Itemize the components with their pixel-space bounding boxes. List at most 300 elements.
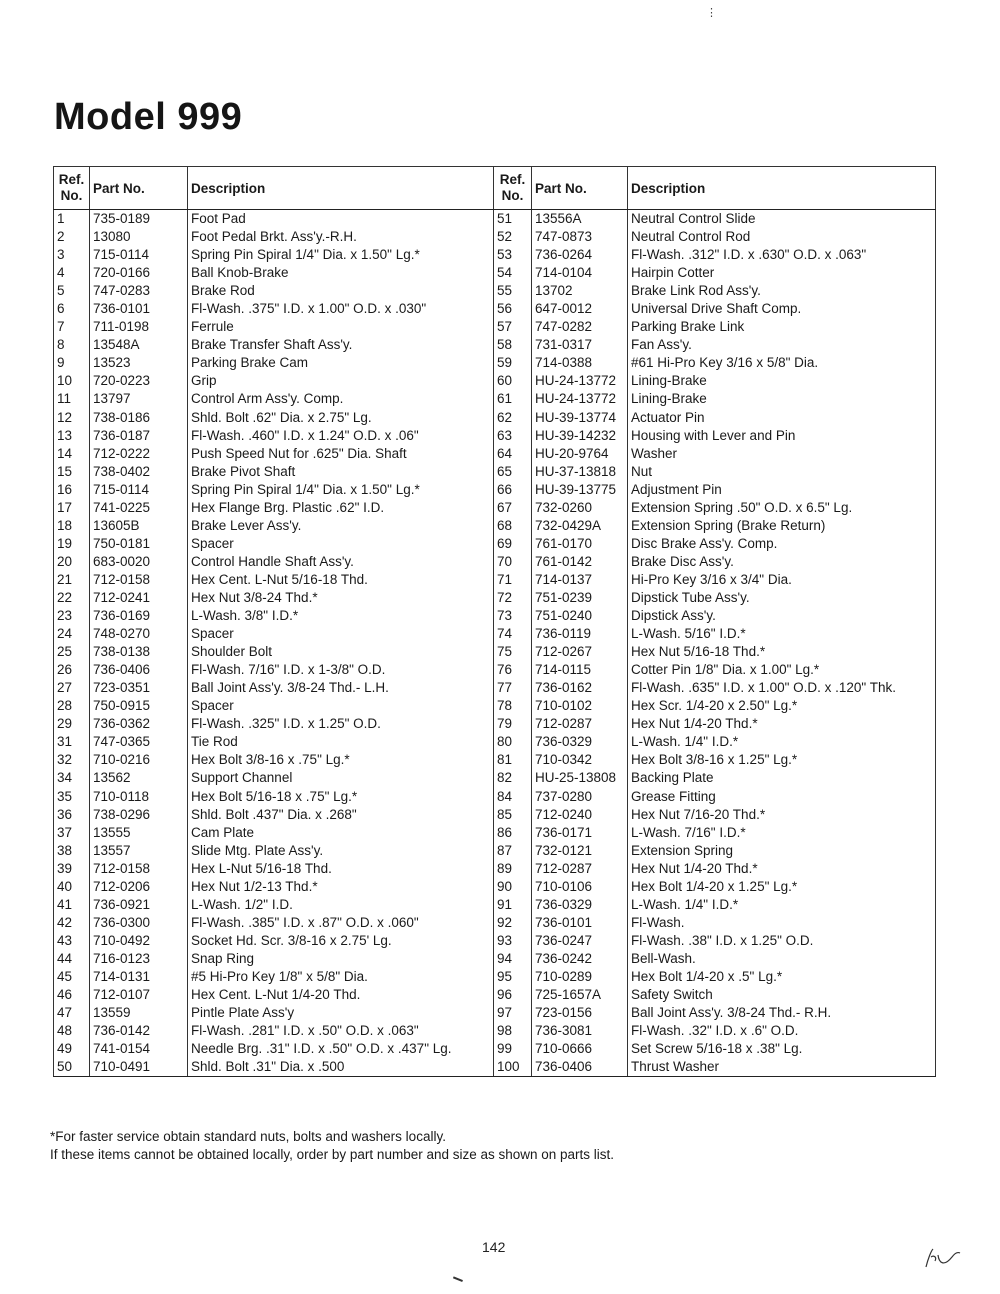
part-no-cell: 736-3081 xyxy=(532,1022,628,1040)
footnote-line: If these items cannot be obtained locally, order by part number and size as shown on parts list. xyxy=(50,1147,615,1162)
description-cell: Thrust Washer xyxy=(628,1058,936,1077)
description-cell: Grease Fitting xyxy=(628,788,936,806)
ref-no-cell: 19 xyxy=(54,535,90,553)
description-cell: Extension Spring (Brake Return) xyxy=(628,517,936,535)
description-cell: L-Wash. 1/4" I.D.* xyxy=(628,896,936,914)
description-cell: Hex Bolt 3/8-16 x 1.25" Lg.* xyxy=(628,751,936,769)
ref-no-cell: 36 xyxy=(54,806,90,824)
part-no-cell: 714-0388 xyxy=(532,354,628,372)
table-row xyxy=(54,390,936,408)
ref-no-cell: 47 xyxy=(54,1004,90,1022)
part-no-cell: 761-0142 xyxy=(532,553,628,571)
description-cell: Hi-Pro Key 3/16 x 3/4" Dia. xyxy=(628,571,936,589)
description-cell: Actuator Pin xyxy=(628,409,936,427)
ref-no-cell: 18 xyxy=(54,517,90,535)
table-row xyxy=(54,445,936,463)
ref-no-cell: 84 xyxy=(494,788,532,806)
ref-no-cell: 89 xyxy=(494,860,532,878)
table-row xyxy=(54,932,936,950)
description-cell: Needle Brg. .31" I.D. x .50" O.D. x .437" Lg. xyxy=(188,1040,494,1058)
part-no-cell: 736-0101 xyxy=(532,914,628,932)
part-no-cell: 736-0187 xyxy=(90,427,188,445)
ref-no-cell: 92 xyxy=(494,914,532,932)
page-title: Model 999 xyxy=(54,96,243,138)
description-cell: L-Wash. 7/16" I.D.* xyxy=(628,824,936,842)
ref-no-cell: 24 xyxy=(54,625,90,643)
table-row xyxy=(54,643,936,661)
part-no-cell: 751-0239 xyxy=(532,589,628,607)
description-cell: Fl-Wash. .635" I.D. x 1.00" O.D. x .120" Thk. xyxy=(628,679,936,697)
description-cell: Ferrule xyxy=(188,318,494,336)
part-no-cell: 736-0329 xyxy=(532,733,628,751)
ref-no-cell: 68 xyxy=(494,517,532,535)
ref-no-cell: 6 xyxy=(54,300,90,318)
ref-no-cell: 78 xyxy=(494,697,532,715)
ref-no-cell: 20 xyxy=(54,553,90,571)
description-cell: Hairpin Cotter xyxy=(628,264,936,282)
part-no-cell: 720-0223 xyxy=(90,372,188,390)
description-cell: Lining-Brake xyxy=(628,390,936,408)
ref-no-cell: 73 xyxy=(494,607,532,625)
footnote xyxy=(50,1128,614,1164)
part-no-cell: 710-0102 xyxy=(532,697,628,715)
description-cell: Fl-Wash. .32" I.D. x .6" O.D. xyxy=(628,1022,936,1040)
ref-no-cell: 67 xyxy=(494,499,532,517)
part-no-cell: 750-0915 xyxy=(90,697,188,715)
part-no-cell: 736-0264 xyxy=(532,246,628,264)
part-no-cell: 736-0921 xyxy=(90,896,188,914)
table-row xyxy=(54,300,936,318)
description-cell: Fl-Wash. .375" I.D. x 1.00" O.D. x .030" xyxy=(188,300,494,318)
description-cell: Universal Drive Shaft Comp. xyxy=(628,300,936,318)
ref-no-cell: 82 xyxy=(494,769,532,787)
ref-no-cell: 11 xyxy=(54,390,90,408)
description-cell: Spring Pin Spiral 1/4" Dia. x 1.50" Lg.* xyxy=(188,481,494,499)
scan-mark xyxy=(451,1276,463,1286)
ref-no-cell: 91 xyxy=(494,896,532,914)
description-cell: Extension Spring .50" O.D. x 6.5" Lg. xyxy=(628,499,936,517)
ref-no-cell: 38 xyxy=(54,842,90,860)
part-no-cell: 738-0138 xyxy=(90,643,188,661)
ref-no-cell: 95 xyxy=(494,968,532,986)
ref-no-cell: 1 xyxy=(54,210,90,229)
ref-no-cell: 46 xyxy=(54,986,90,1004)
part-no-cell: 723-0351 xyxy=(90,679,188,697)
ref-no-cell: 56 xyxy=(494,300,532,318)
table-row xyxy=(54,1040,936,1058)
part-no-cell: 736-0362 xyxy=(90,715,188,733)
part-no-cell: 712-0158 xyxy=(90,860,188,878)
ref-no-cell: 3 xyxy=(54,246,90,264)
part-no-cell: 710-0666 xyxy=(532,1040,628,1058)
part-no-cell: 710-0342 xyxy=(532,751,628,769)
part-no-cell: HU-24-13772 xyxy=(532,390,628,408)
part-no-cell: 712-0107 xyxy=(90,986,188,1004)
part-no-cell: 738-0296 xyxy=(90,806,188,824)
description-cell: Fan Ass'y. xyxy=(628,336,936,354)
part-no-cell: 732-0429A xyxy=(532,517,628,535)
part-no-cell: 736-0171 xyxy=(532,824,628,842)
part-no-cell: 712-0206 xyxy=(90,878,188,896)
table-row xyxy=(54,607,936,625)
table-row xyxy=(54,228,936,246)
ref-no-cell: 9 xyxy=(54,354,90,372)
description-cell: L-Wash. 5/16" I.D.* xyxy=(628,625,936,643)
parts-list-body xyxy=(54,210,936,1077)
table-row xyxy=(54,914,936,932)
ref-no-cell: 64 xyxy=(494,445,532,463)
part-no-cell: 710-0491 xyxy=(90,1058,188,1077)
ref-no-cell: 4 xyxy=(54,264,90,282)
ref-no-cell: 54 xyxy=(494,264,532,282)
ref-no-cell: 81 xyxy=(494,751,532,769)
ref-no-header: Ref. No. xyxy=(494,167,532,210)
description-cell: Spring Pin Spiral 1/4" Dia. x 1.50" Lg.* xyxy=(188,246,494,264)
table-row xyxy=(54,715,936,733)
part-no-cell: 736-0406 xyxy=(90,661,188,679)
part-no-cell: 714-0131 xyxy=(90,968,188,986)
part-no-cell: 715-0114 xyxy=(90,481,188,499)
description-cell: Neutral Control Slide xyxy=(628,210,936,229)
ref-no-cell: 50 xyxy=(54,1058,90,1077)
description-cell: Fl-Wash. .38" I.D. x 1.25" O.D. xyxy=(628,932,936,950)
part-no-cell: 13555 xyxy=(90,824,188,842)
description-cell: Nut xyxy=(628,463,936,481)
ref-no-cell: 79 xyxy=(494,715,532,733)
description-cell: Fl-Wash. xyxy=(628,914,936,932)
ref-no-cell: 94 xyxy=(494,950,532,968)
part-no-cell: 736-0162 xyxy=(532,679,628,697)
description-cell: Shld. Bolt .62" Dia. x 2.75" Lg. xyxy=(188,409,494,427)
description-cell: Backing Plate xyxy=(628,769,936,787)
page-number: 142 xyxy=(482,1239,506,1255)
part-no-cell: 13556A xyxy=(532,210,628,229)
description-cell: Brake Disc Ass'y. xyxy=(628,553,936,571)
table-row xyxy=(54,571,936,589)
ref-no-cell: 72 xyxy=(494,589,532,607)
ref-no-cell: 45 xyxy=(54,968,90,986)
description-cell: Fl-Wash. .460" I.D. x 1.24" O.D. x .06" xyxy=(188,427,494,445)
description-cell: L-Wash. 1/4" I.D.* xyxy=(628,733,936,751)
description-cell: Hex Nut 1/4-20 Thd.* xyxy=(628,860,936,878)
ref-no-cell: 55 xyxy=(494,282,532,300)
description-cell: L-Wash. 3/8" I.D.* xyxy=(188,607,494,625)
description-cell: Hex Bolt 1/4-20 x .5" Lg.* xyxy=(628,968,936,986)
part-no-cell: 13557 xyxy=(90,842,188,860)
description-cell: Hex Nut 3/8-24 Thd.* xyxy=(188,589,494,607)
table-row xyxy=(54,661,936,679)
part-no-cell: 731-0317 xyxy=(532,336,628,354)
ref-no-cell: 75 xyxy=(494,643,532,661)
description-cell: Tie Rod xyxy=(188,733,494,751)
part-no-cell: 13523 xyxy=(90,354,188,372)
part-no-cell: 747-0365 xyxy=(90,733,188,751)
part-no-cell: 732-0121 xyxy=(532,842,628,860)
table-row xyxy=(54,1022,936,1040)
part-no-cell: 712-0287 xyxy=(532,860,628,878)
part-no-cell: HU-37-13818 xyxy=(532,463,628,481)
ref-no-cell: 63 xyxy=(494,427,532,445)
part-no-cell: 710-0289 xyxy=(532,968,628,986)
part-no-cell: 750-0181 xyxy=(90,535,188,553)
ref-no-cell: 39 xyxy=(54,860,90,878)
ref-no-cell: 99 xyxy=(494,1040,532,1058)
part-no-cell: 683-0020 xyxy=(90,553,188,571)
description-cell: Brake Pivot Shaft xyxy=(188,463,494,481)
ref-no-cell: 37 xyxy=(54,824,90,842)
part-no-cell: 714-0115 xyxy=(532,661,628,679)
part-no-cell: HU-39-13774 xyxy=(532,409,628,427)
table-row xyxy=(54,210,936,229)
part-no-cell: 13605B xyxy=(90,517,188,535)
table-row xyxy=(54,950,936,968)
ref-no-cell: 29 xyxy=(54,715,90,733)
table-row xyxy=(54,481,936,499)
part-no-cell: 710-0118 xyxy=(90,788,188,806)
description-cell: Safety Switch xyxy=(628,986,936,1004)
ref-no-cell: 59 xyxy=(494,354,532,372)
ref-no-cell: 58 xyxy=(494,336,532,354)
ref-no-cell: 7 xyxy=(54,318,90,336)
part-no-cell: 741-0154 xyxy=(90,1040,188,1058)
part-no-cell: 720-0166 xyxy=(90,264,188,282)
description-cell: #5 Hi-Pro Key 1/8" x 5/8" Dia. xyxy=(188,968,494,986)
part-no-cell: 13559 xyxy=(90,1004,188,1022)
description-cell: Hex Cent. L-Nut 5/16-18 Thd. xyxy=(188,571,494,589)
description-cell: Foot Pad xyxy=(188,210,494,229)
table-row xyxy=(54,842,936,860)
description-cell: Pintle Plate Ass'y xyxy=(188,1004,494,1022)
table-row xyxy=(54,986,936,1004)
ref-no-cell: 49 xyxy=(54,1040,90,1058)
description-cell: L-Wash. 1/2" I.D. xyxy=(188,896,494,914)
ref-no-cell: 65 xyxy=(494,463,532,481)
ref-no-cell: 41 xyxy=(54,896,90,914)
description-header: Description xyxy=(628,167,936,210)
description-cell: Fl-Wash. .312" I.D. x .630" O.D. x .063" xyxy=(628,246,936,264)
description-cell: Brake Link Rod Ass'y. xyxy=(628,282,936,300)
table-row xyxy=(54,751,936,769)
description-cell: Extension Spring xyxy=(628,842,936,860)
ref-no-cell: 69 xyxy=(494,535,532,553)
ref-no-cell: 13 xyxy=(54,427,90,445)
table-row xyxy=(54,535,936,553)
ref-no-cell: 51 xyxy=(494,210,532,229)
table-row xyxy=(54,463,936,481)
ref-no-cell: 93 xyxy=(494,932,532,950)
description-cell: Brake Lever Ass'y. xyxy=(188,517,494,535)
part-no-cell: HU-24-13772 xyxy=(532,372,628,390)
table-row xyxy=(54,806,936,824)
part-no-cell: 714-0104 xyxy=(532,264,628,282)
part-no-cell: 747-0283 xyxy=(90,282,188,300)
part-no-cell: 710-0216 xyxy=(90,751,188,769)
ref-no-cell: 77 xyxy=(494,679,532,697)
part-no-cell: 712-0241 xyxy=(90,589,188,607)
description-header: Description xyxy=(188,167,494,210)
description-cell: Socket Hd. Scr. 3/8-16 x 2.75' Lg. xyxy=(188,932,494,950)
part-no-cell: 712-0222 xyxy=(90,445,188,463)
table-row xyxy=(54,409,936,427)
part-no-cell: 747-0282 xyxy=(532,318,628,336)
ref-no-cell: 2 xyxy=(54,228,90,246)
ref-no-cell: 53 xyxy=(494,246,532,264)
part-no-cell: HU-20-9764 xyxy=(532,445,628,463)
table-row xyxy=(54,553,936,571)
part-no-header: Part No. xyxy=(90,167,188,210)
description-cell: Slide Mtg. Plate Ass'y. xyxy=(188,842,494,860)
table-row xyxy=(54,589,936,607)
part-no-cell: 13702 xyxy=(532,282,628,300)
table-row xyxy=(54,896,936,914)
ref-no-cell: 32 xyxy=(54,751,90,769)
part-no-cell: 725-1657A xyxy=(532,986,628,1004)
part-no-cell: 710-0106 xyxy=(532,878,628,896)
description-cell: Fl-Wash. 7/16" I.D. x 1-3/8" O.D. xyxy=(188,661,494,679)
description-cell: Brake Rod xyxy=(188,282,494,300)
table-row xyxy=(54,968,936,986)
part-no-cell: 736-0169 xyxy=(90,607,188,625)
table-row xyxy=(54,318,936,336)
ref-no-header: Ref. No. xyxy=(54,167,90,210)
description-cell: Fl-Wash. .325" I.D. x 1.25" O.D. xyxy=(188,715,494,733)
description-cell: Hex Scr. 1/4-20 x 2.50" Lg.* xyxy=(628,697,936,715)
part-no-cell: 13548A xyxy=(90,336,188,354)
ref-no-cell: 21 xyxy=(54,571,90,589)
table-row xyxy=(54,1058,936,1077)
description-cell: Snap Ring xyxy=(188,950,494,968)
handwritten-initials xyxy=(922,1243,962,1273)
ref-no-cell: 96 xyxy=(494,986,532,1004)
part-no-cell: HU-39-13775 xyxy=(532,481,628,499)
part-no-cell: 741-0225 xyxy=(90,499,188,517)
ref-no-cell: 23 xyxy=(54,607,90,625)
description-cell: Housing with Lever and Pin xyxy=(628,427,936,445)
description-cell: Hex Nut 5/16-18 Thd.* xyxy=(628,643,936,661)
scan-mark: ⋮ xyxy=(706,7,717,19)
description-cell: Hex Bolt 1/4-20 x 1.25" Lg.* xyxy=(628,878,936,896)
table-row xyxy=(54,625,936,643)
ref-no-cell: 14 xyxy=(54,445,90,463)
part-no-cell: 738-0402 xyxy=(90,463,188,481)
part-no-cell: 736-0242 xyxy=(532,950,628,968)
table-row xyxy=(54,372,936,390)
description-cell: Ball Knob-Brake xyxy=(188,264,494,282)
ref-no-cell: 12 xyxy=(54,409,90,427)
table-row xyxy=(54,697,936,715)
description-cell: Support Channel xyxy=(188,769,494,787)
description-cell: Hex Nut 7/16-20 Thd.* xyxy=(628,806,936,824)
part-no-cell: 13562 xyxy=(90,769,188,787)
table-row xyxy=(54,517,936,535)
part-no-cell: 748-0270 xyxy=(90,625,188,643)
description-cell: Ball Joint Ass'y. 3/8-24 Thd.- L.H. xyxy=(188,679,494,697)
ref-no-cell: 35 xyxy=(54,788,90,806)
part-no-cell: 736-0142 xyxy=(90,1022,188,1040)
part-no-cell: 736-0406 xyxy=(532,1058,628,1077)
ref-no-cell: 70 xyxy=(494,553,532,571)
ref-no-cell: 87 xyxy=(494,842,532,860)
part-no-cell: 712-0158 xyxy=(90,571,188,589)
description-cell: Hex Cent. L-Nut 1/4-20 Thd. xyxy=(188,986,494,1004)
table-row xyxy=(54,427,936,445)
ref-no-cell: 28 xyxy=(54,697,90,715)
ref-no-cell: 90 xyxy=(494,878,532,896)
table-row xyxy=(54,246,936,264)
description-cell: Parking Brake Link xyxy=(628,318,936,336)
part-no-cell: 736-0119 xyxy=(532,625,628,643)
table-row xyxy=(54,860,936,878)
table-row xyxy=(54,824,936,842)
description-cell: Shld. Bolt .31" Dia. x .500 xyxy=(188,1058,494,1077)
description-cell: Brake Transfer Shaft Ass'y. xyxy=(188,336,494,354)
part-no-cell: 712-0267 xyxy=(532,643,628,661)
ref-no-cell: 34 xyxy=(54,769,90,787)
description-cell: Cotter Pin 1/8" Dia. x 1.00" Lg.* xyxy=(628,661,936,679)
description-cell: Parking Brake Cam xyxy=(188,354,494,372)
ref-no-cell: 43 xyxy=(54,932,90,950)
ref-no-cell: 66 xyxy=(494,481,532,499)
ref-no-cell: 100 xyxy=(494,1058,532,1077)
part-no-cell: 735-0189 xyxy=(90,210,188,229)
ref-no-cell: 61 xyxy=(494,390,532,408)
description-cell: Hex Nut 1/4-20 Thd.* xyxy=(628,715,936,733)
part-no-cell: 647-0012 xyxy=(532,300,628,318)
description-cell: Cam Plate xyxy=(188,824,494,842)
part-no-cell: 715-0114 xyxy=(90,246,188,264)
ref-no-cell: 15 xyxy=(54,463,90,481)
part-no-cell: 736-0101 xyxy=(90,300,188,318)
ref-no-cell: 27 xyxy=(54,679,90,697)
table-row xyxy=(54,354,936,372)
description-cell: Dipstick Ass'y. xyxy=(628,607,936,625)
description-cell: Ball Joint Ass'y. 3/8-24 Thd.- R.H. xyxy=(628,1004,936,1022)
ref-no-cell: 71 xyxy=(494,571,532,589)
table-header-row xyxy=(54,167,936,210)
ref-no-cell: 57 xyxy=(494,318,532,336)
description-cell: #61 Hi-Pro Key 3/16 x 5/8" Dia. xyxy=(628,354,936,372)
part-no-header: Part No. xyxy=(532,167,628,210)
ref-no-cell: 22 xyxy=(54,589,90,607)
description-cell: Set Screw 5/16-18 x .38" Lg. xyxy=(628,1040,936,1058)
ref-no-cell: 98 xyxy=(494,1022,532,1040)
ref-no-cell: 17 xyxy=(54,499,90,517)
part-no-cell: 723-0156 xyxy=(532,1004,628,1022)
description-cell: Hex Nut 1/2-13 Thd.* xyxy=(188,878,494,896)
ref-no-cell: 5 xyxy=(54,282,90,300)
description-cell: Disc Brake Ass'y. Comp. xyxy=(628,535,936,553)
description-cell: Neutral Control Rod xyxy=(628,228,936,246)
part-no-cell: 712-0287 xyxy=(532,715,628,733)
table-row xyxy=(54,733,936,751)
part-no-cell: 13080 xyxy=(90,228,188,246)
table-row xyxy=(54,264,936,282)
ref-no-cell: 86 xyxy=(494,824,532,842)
ref-no-cell: 8 xyxy=(54,336,90,354)
description-cell: Shld. Bolt .437" Dia. x .268" xyxy=(188,806,494,824)
description-cell: Lining-Brake xyxy=(628,372,936,390)
part-no-cell: 712-0240 xyxy=(532,806,628,824)
ref-no-cell: 25 xyxy=(54,643,90,661)
part-no-cell: 738-0186 xyxy=(90,409,188,427)
part-no-cell: HU-39-14232 xyxy=(532,427,628,445)
description-cell: Control Handle Shaft Ass'y. xyxy=(188,553,494,571)
description-cell: Hex Flange Brg. Plastic .62" I.D. xyxy=(188,499,494,517)
description-cell: Control Arm Ass'y. Comp. xyxy=(188,390,494,408)
description-cell: Hex Bolt 3/8-16 x .75" Lg.* xyxy=(188,751,494,769)
description-cell: Bell-Wash. xyxy=(628,950,936,968)
part-no-cell: 736-0300 xyxy=(90,914,188,932)
